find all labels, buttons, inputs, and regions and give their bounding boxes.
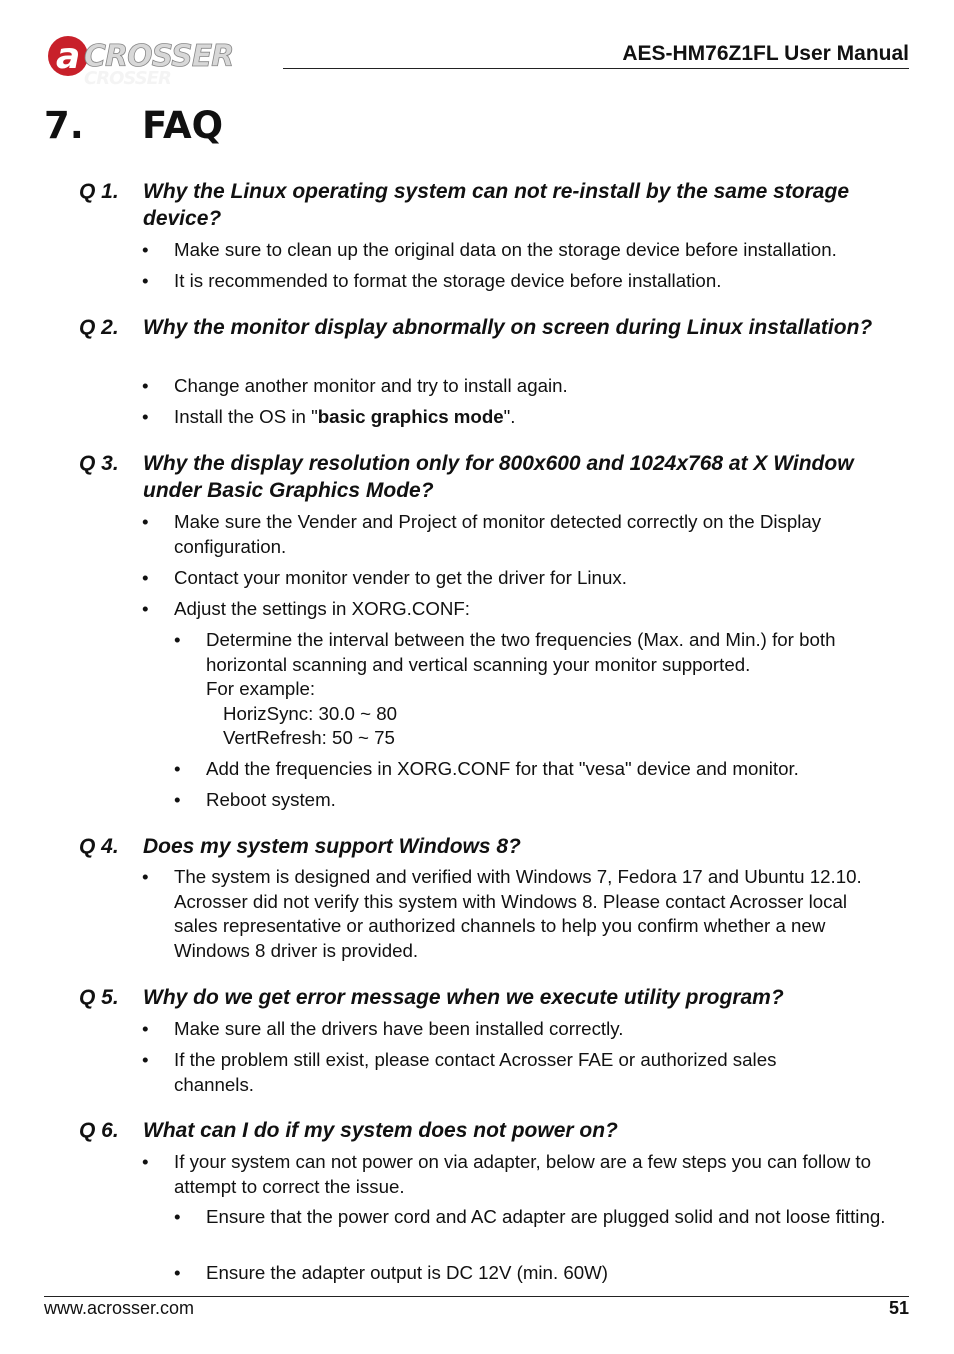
bullet-icon: • xyxy=(142,375,149,396)
question-text: Why the monitor display abnormally on screen during Linux installation? xyxy=(143,316,873,339)
question-text: Why the display resolution only for 800x600 and 1024x768 at X Window under Basic Graphics Mode? xyxy=(143,452,854,502)
list-item xyxy=(142,1150,872,1199)
question-number: Q 5. xyxy=(79,986,119,1009)
list-item xyxy=(142,566,902,591)
answer-text: Make sure to clean up the original data on the storage device before installation. xyxy=(174,239,837,260)
answer-text: Determine the interval between the two frequencies (Max. and Min.) for both horizontal scanning and vertical scanning your monitor supported. For example: HorizSync: 30.0 ~ 80 VertRefresh: 50 ~ 75 xyxy=(206,629,836,748)
list-item xyxy=(142,1017,902,1042)
bullet-icon: • xyxy=(174,1262,181,1283)
bullet-icon: • xyxy=(174,758,181,779)
bullet-icon: • xyxy=(142,866,149,887)
question-1 xyxy=(79,178,915,232)
footer-url: www.acrosser.com xyxy=(44,1298,195,1318)
list-item xyxy=(142,405,902,430)
chapter-title: FAQ xyxy=(142,104,224,147)
bullet-icon: • xyxy=(174,1206,181,1227)
answer-text: Reboot system. xyxy=(206,789,336,810)
list-item xyxy=(142,597,902,622)
question-number: Q 2. xyxy=(79,316,119,339)
list-item xyxy=(142,510,902,559)
sub-list-item xyxy=(174,628,899,751)
sub-list-item xyxy=(174,1205,899,1230)
answer-text: Adjust the settings in XORG.CONF: xyxy=(174,598,470,619)
svg-text:a: a xyxy=(56,36,81,77)
question-text: What can I do if my system does not power on? xyxy=(143,1119,618,1142)
bullet-icon: • xyxy=(174,789,181,810)
answer-text: It is recommended to format the storage device before installation. xyxy=(174,270,722,291)
bullet-icon: • xyxy=(142,1018,149,1039)
sub-list-item xyxy=(174,757,899,782)
question-2 xyxy=(79,314,915,341)
question-number: Q 1. xyxy=(79,180,119,203)
bullet-icon: • xyxy=(142,598,149,619)
chapter-heading xyxy=(44,104,223,147)
answer-text: Install the OS in "basic graphics mode". xyxy=(174,406,516,427)
answer-text: Ensure the adapter output is DC 12V (min. 60W) xyxy=(206,1262,608,1283)
bullet-icon: • xyxy=(142,567,149,588)
question-number: Q 6. xyxy=(79,1119,119,1142)
question-5 xyxy=(79,984,915,1011)
answer-text: Ensure that the power cord and AC adapter are plugged solid and not loose fitting. xyxy=(206,1206,886,1227)
svg-text:CROSSER: CROSSER xyxy=(84,39,234,74)
question-number: Q 4. xyxy=(79,835,119,858)
list-item xyxy=(142,238,902,263)
question-text: Does my system support Windows 8? xyxy=(143,835,521,858)
bullet-icon: • xyxy=(142,1049,149,1070)
list-item xyxy=(142,1048,842,1097)
answer-text: Contact your monitor vender to get the driver for Linux. xyxy=(174,567,627,588)
question-6 xyxy=(79,1117,915,1144)
question-number: Q 3. xyxy=(79,452,119,475)
answer-text: Make sure the Vender and Project of monitor detected correctly on the Display configuration. xyxy=(174,511,822,557)
svg-text:CROSSER: CROSSER xyxy=(84,68,171,89)
sub-list-item xyxy=(174,788,899,813)
list-item xyxy=(142,374,902,399)
header-divider xyxy=(283,68,909,69)
question-text: Why do we get error message when we execute utility program? xyxy=(143,986,784,1009)
bullet-icon: • xyxy=(142,270,149,291)
answer-text: Change another monitor and try to install again. xyxy=(174,375,568,396)
footer-divider xyxy=(44,1296,909,1297)
acrosser-logo xyxy=(44,32,276,94)
bullet-icon: • xyxy=(174,629,181,650)
list-item xyxy=(142,865,877,963)
answer-text: If the problem still exist, please contact Acrosser FAE or authorized sales channels. xyxy=(174,1049,777,1095)
sub-list-item xyxy=(174,1261,899,1286)
list-item xyxy=(142,269,902,294)
answer-text: The system is designed and verified with Windows 7, Fedora 17 and Ubuntu 12.10. Acrosser did not verify this system with Windows 8. Please contact Acrosser local sales representative or authorized channels to help you confirm whether a new Windows 8 driver is provided. xyxy=(174,866,862,961)
chapter-number: 7. xyxy=(44,104,84,147)
bullet-icon: • xyxy=(142,406,149,427)
bullet-icon: • xyxy=(142,1151,149,1172)
answer-text: Add the frequencies in XORG.CONF for that "vesa" device and monitor. xyxy=(206,758,799,779)
answer-text: Make sure all the drivers have been installed correctly. xyxy=(174,1018,624,1039)
page-number: 51 xyxy=(888,1298,909,1318)
question-3 xyxy=(79,450,915,504)
document-title: AES-HM76Z1FL User Manual xyxy=(622,42,909,65)
question-4 xyxy=(79,833,915,860)
question-text: Why the Linux operating system can not re-install by the same storage device? xyxy=(143,180,849,230)
bullet-icon: • xyxy=(142,239,149,260)
bullet-icon: • xyxy=(142,511,149,532)
answer-text: If your system can not power on via adapter, below are a few steps you can follow to attempt to correct the issue. xyxy=(174,1151,872,1197)
